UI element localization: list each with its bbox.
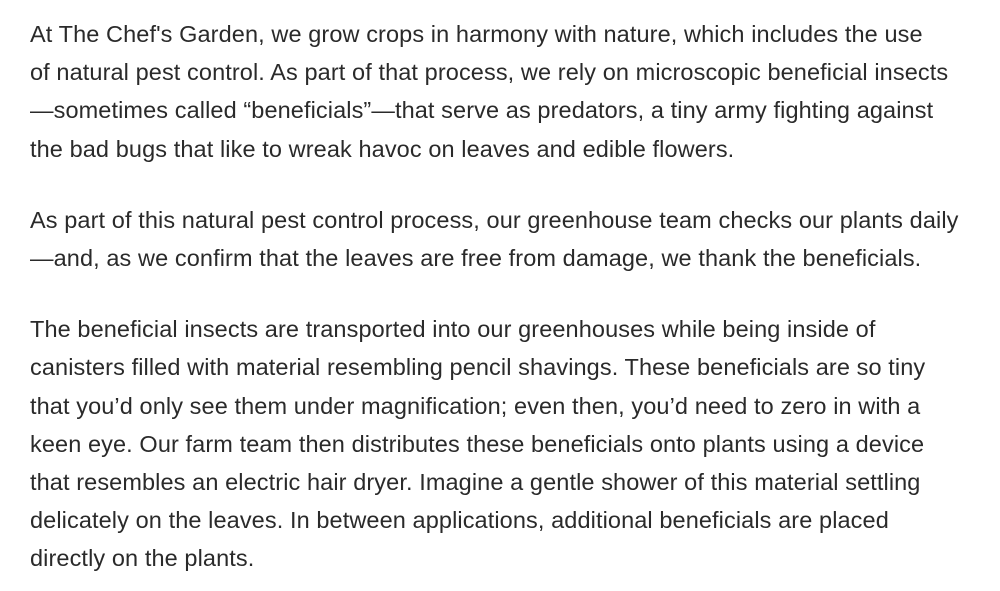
paragraph-line: directly on the plants.	[30, 545, 255, 572]
paragraph-line: —and, as we confirm that the leaves are free from damage, we thank the beneficials.	[30, 245, 922, 272]
paragraph-line: canisters filled with material resembling pencil shavings. These beneficials are so tiny	[30, 354, 926, 381]
article-body	[30, 15, 995, 578]
paragraph-daily-checks	[30, 201, 995, 277]
paragraph-line: At The Chef's Garden, we grow crops in harmony with nature, which includes the use	[30, 21, 923, 47]
paragraph-line: of natural pest control. As part of that process, we rely on microscopic beneficial insects	[30, 59, 949, 86]
paragraph-line: the bad bugs that like to wreak havoc on leaves and edible flowers.	[30, 135, 735, 162]
paragraph-line: —sometimes called “beneficials”—that serve as predators, a tiny army fighting against	[30, 97, 934, 124]
paragraph-beneficials-transport	[30, 310, 995, 577]
paragraph-line: that you’d only see them under magnification; even then, you’d need to zero in with a	[30, 392, 921, 419]
paragraph-line: As part of this natural pest control process, our greenhouse team checks our plants daily	[30, 206, 959, 233]
paragraph-line: The beneficial insects are transported into our greenhouses while being inside of	[30, 316, 876, 343]
paragraph-line: that resembles an electric hair dryer. Imagine a gentle shower of this material settling	[30, 469, 921, 496]
paragraph-line: keen eye. Our farm team then distributes these beneficials onto plants using a device	[30, 430, 925, 457]
paragraph-natural-pest-control	[30, 15, 995, 168]
paragraph-line: delicately on the leaves. In between applications, additional beneficials are placed	[30, 507, 889, 534]
